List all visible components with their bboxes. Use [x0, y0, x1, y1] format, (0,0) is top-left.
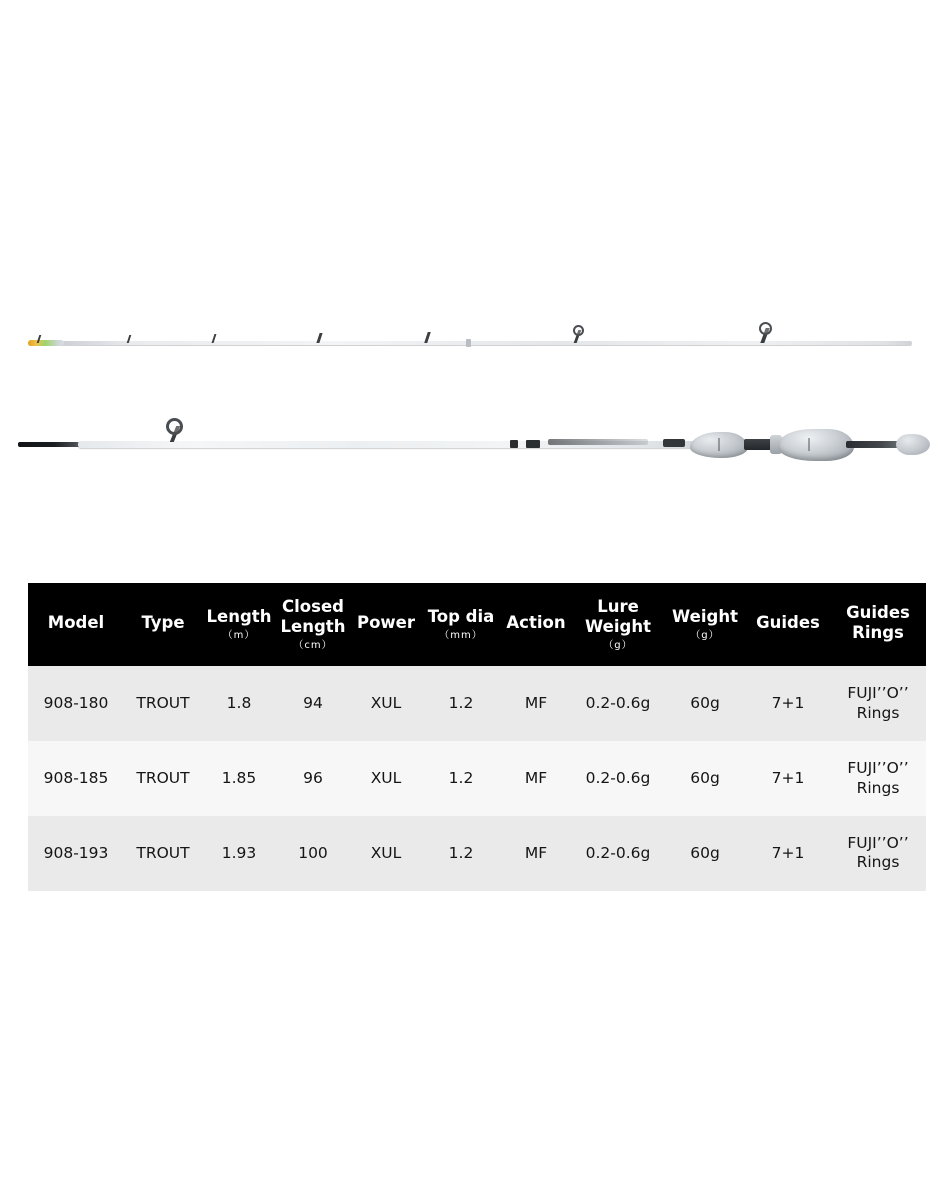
column-header-unit: （g） [603, 640, 633, 652]
cell-closed-length: 100 [276, 816, 350, 891]
cell-type: TROUT [124, 816, 202, 891]
column-header-unit: （mm） [439, 630, 483, 642]
cell-lure-weight: 0.2-0.6g [572, 816, 664, 891]
column-header-unit: （m） [222, 630, 256, 642]
cell-type: TROUT [124, 741, 202, 816]
cell-action: MF [500, 816, 572, 891]
cell-lure-weight: 0.2-0.6g [572, 741, 664, 816]
column-header-label: Guides Rings [846, 603, 910, 643]
cell-model: 908-193 [28, 816, 124, 891]
cell-guides-rings: FUJI’’O’’ Rings [830, 741, 926, 816]
cell-weight: 60g [664, 816, 746, 891]
cell-action: MF [500, 741, 572, 816]
cell-type: TROUT [124, 666, 202, 741]
column-header-label: Weight [672, 607, 738, 627]
rod-joint-ferrule [466, 339, 471, 347]
cell-top-dia: 1.2 [422, 666, 500, 741]
cell-weight: 60g [664, 741, 746, 816]
rod-tip-section [28, 330, 912, 356]
guide-ring-icon [759, 322, 772, 335]
guide-ring-icon [166, 418, 183, 435]
column-header-unit: （g） [690, 630, 720, 642]
column-header-length [202, 583, 276, 666]
table-header-row [28, 583, 926, 666]
cell-closed-length: 96 [276, 741, 350, 816]
grip-seam [808, 438, 810, 451]
cell-power: XUL [350, 741, 422, 816]
column-header-action [500, 583, 572, 666]
rod-butt-section [18, 420, 930, 470]
column-header-closed-length [276, 583, 350, 666]
column-header-label: Model [47, 613, 105, 633]
cell-guides-rings: FUJI’’O’’ Rings [830, 816, 926, 891]
cell-guides: 7+1 [746, 741, 830, 816]
brand-logo-decal [663, 439, 685, 447]
cell-action: MF [500, 666, 572, 741]
blank-decal-mark [526, 440, 540, 448]
cell-guides: 7+1 [746, 816, 830, 891]
column-header-label: Length [206, 607, 272, 627]
column-header-label: Power [357, 613, 415, 633]
cell-weight: 60g [664, 666, 746, 741]
column-header-guides-rings [830, 583, 926, 666]
cell-closed-length: 94 [276, 666, 350, 741]
guide-ring-icon [573, 325, 584, 336]
column-header-weight [664, 583, 746, 666]
column-header-lure-weight [572, 583, 664, 666]
table-row [28, 816, 926, 891]
cell-top-dia: 1.2 [422, 741, 500, 816]
column-header-guides [746, 583, 830, 666]
cell-length: 1.85 [202, 741, 276, 816]
rod-tip-colored-marker [28, 340, 64, 346]
column-header-unit: （cm） [293, 640, 333, 652]
column-header-label: Type [141, 613, 185, 633]
column-header-label: Closed Length [280, 597, 346, 637]
rear-grip [778, 429, 854, 461]
cell-length: 1.93 [202, 816, 276, 891]
blank-decal-mark [510, 440, 518, 448]
column-header-label: Lure Weight [585, 597, 651, 637]
column-header-power [350, 583, 422, 666]
rod-blank-tip-end [18, 442, 84, 447]
grip-seam [718, 438, 720, 451]
cell-power: XUL [350, 816, 422, 891]
specification-table [28, 583, 916, 891]
cell-model: 908-180 [28, 666, 124, 741]
column-header-label: Top dia [427, 607, 495, 627]
cell-guides-rings: FUJI’’O’’ Rings [830, 666, 926, 741]
butt-cap [896, 434, 930, 455]
cell-power: XUL [350, 666, 422, 741]
column-header-type [124, 583, 202, 666]
column-header-label: Action [506, 613, 566, 633]
cell-guides: 7+1 [746, 666, 830, 741]
cell-top-dia: 1.2 [422, 816, 500, 891]
column-header-top-dia [422, 583, 500, 666]
cell-model: 908-185 [28, 741, 124, 816]
cell-lure-weight: 0.2-0.6g [572, 666, 664, 741]
table-row [28, 741, 926, 816]
column-header-model [28, 583, 124, 666]
column-header-label: Guides [756, 613, 820, 633]
table-row [28, 666, 926, 741]
product-image [0, 280, 944, 510]
blank-decal-text [548, 439, 648, 445]
cell-length: 1.8 [202, 666, 276, 741]
